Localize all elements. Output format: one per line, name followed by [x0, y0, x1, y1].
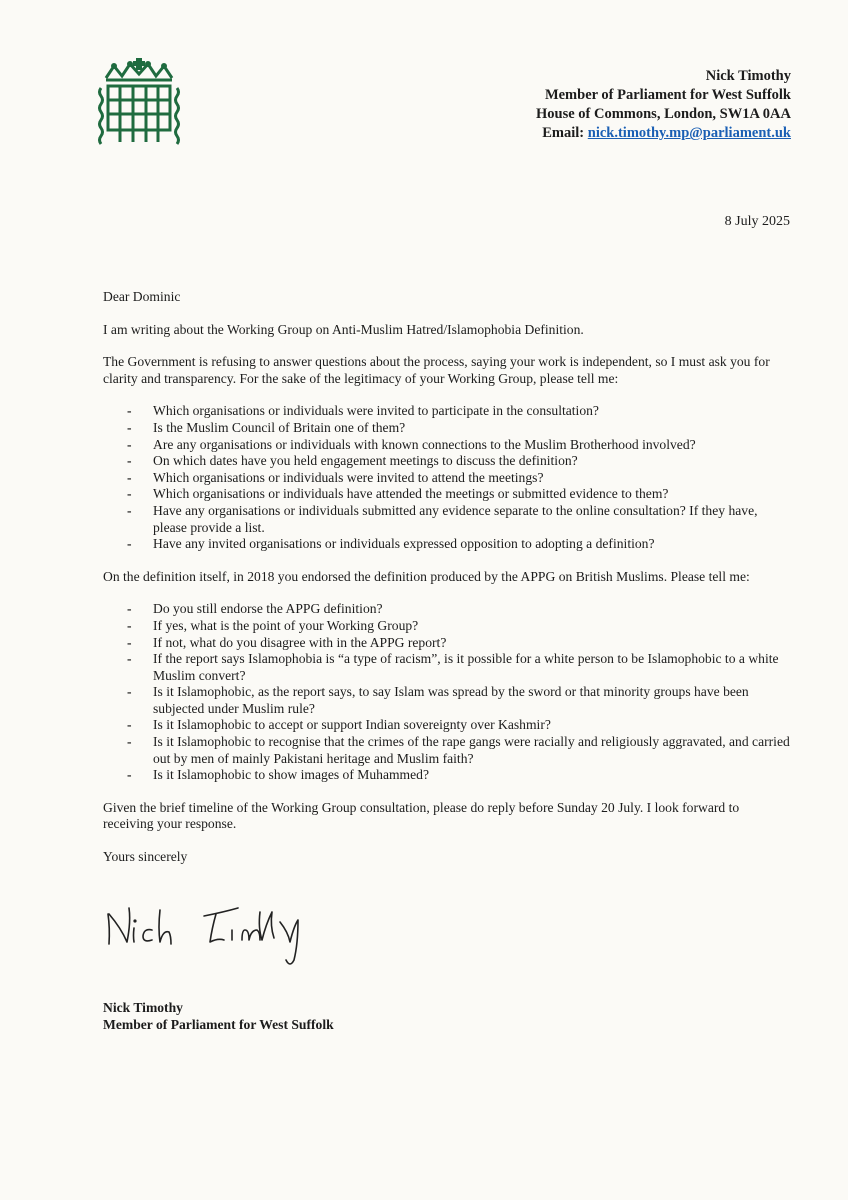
list-item: - Have any invited organisations or individuals expressed opposition to adopting a definition? — [103, 536, 793, 553]
list-item: - Is it Islamophobic to recognise that the crimes of the rape gangs were racially and religiously aggravated, and carried out by men of mainly Pakistani heritage and Muslim faith? — [103, 734, 793, 767]
list-item: - Do you still endorse the APPG definition? — [103, 601, 793, 618]
list-item: - Are any organisations or individuals with known connections to the Muslim Brotherhood involved? — [103, 437, 793, 454]
list-item: - Is it Islamophobic to show images of Muhammed? — [103, 767, 793, 784]
signoff — [103, 1000, 334, 1033]
valediction: Yours sincerely — [103, 849, 188, 865]
list-item: - If not, what do you disagree with in the APPG report? — [103, 635, 793, 652]
list-item: - Is it Islamophobic to accept or support Indian sovereignty over Kashmir? — [103, 717, 793, 734]
list-item: - Have any organisations or individuals submitted any evidence separate to the online consultation? If they have, please provide a list. — [103, 503, 793, 536]
email-label: Email: — [542, 125, 585, 141]
closing-paragraph: Given the brief timeline of the Working Group consultation, please do reply before Sunday 20 July. I look forward to receiving your response. — [103, 799, 740, 832]
list-item: - Is it Islamophobic, as the report says, to say Islam was spread by the sword or that minority groups have been subjected under Muslim rule? — [103, 684, 793, 717]
list-item: - If yes, what is the point of your Working Group? — [103, 618, 793, 635]
list-item: - If the report says Islamophobia is “a type of racism”, is it possible for a white person to be Islamophobic to a white Muslim convert? — [103, 651, 793, 684]
letterhead — [536, 67, 791, 143]
salutation: Dear Dominic — [103, 289, 181, 304]
list-item: - Is the Muslim Council of Britain one of them? — [103, 420, 793, 437]
email-link[interactable]: nick.timothy.mp@parliament.uk — [587, 125, 791, 141]
handwritten-signature — [104, 890, 334, 982]
list-item: - On which dates have you held engagement meetings to discuss the definition? — [103, 453, 793, 470]
sender-email-line — [536, 124, 791, 143]
list-item: - Which organisations or individuals have attended the meetings or submitted evidence to them? — [103, 486, 793, 503]
letter-date: 8 July 2025 — [724, 214, 790, 229]
signoff-name: Nick Timothy — [103, 1000, 183, 1015]
definition-question-list — [103, 601, 793, 784]
sender-name: Nick Timothy — [705, 68, 791, 84]
process-question-list — [103, 403, 793, 552]
definition-paragraph: On the definition itself, in 2018 you endorsed the definition produced by the APPG on British Muslims. Please tell me: — [103, 568, 750, 584]
portcullis-logo-icon — [96, 58, 182, 152]
list-item: - Which organisations or individuals were invited to participate in the consultation? — [103, 403, 793, 420]
signoff-title: Member of Parliament for West Suffolk — [103, 1016, 334, 1032]
letter-body — [103, 289, 793, 882]
sender-title: Member of Parliament for West Suffolk — [544, 87, 791, 103]
list-item: - Which organisations or individuals were invited to attend the meetings? — [103, 470, 793, 487]
process-paragraph: The Government is refusing to answer questions about the process, saying your work is independent, so I must ask you for clarity and transparency. For the sake of the legitimacy of your Working Group, please tell me: — [103, 354, 770, 386]
sender-address: House of Commons, London, SW1A 0AA — [535, 106, 791, 122]
intro-paragraph: I am writing about the Working Group on Anti-Muslim Hatred/Islamophobia Definition. — [103, 321, 584, 337]
